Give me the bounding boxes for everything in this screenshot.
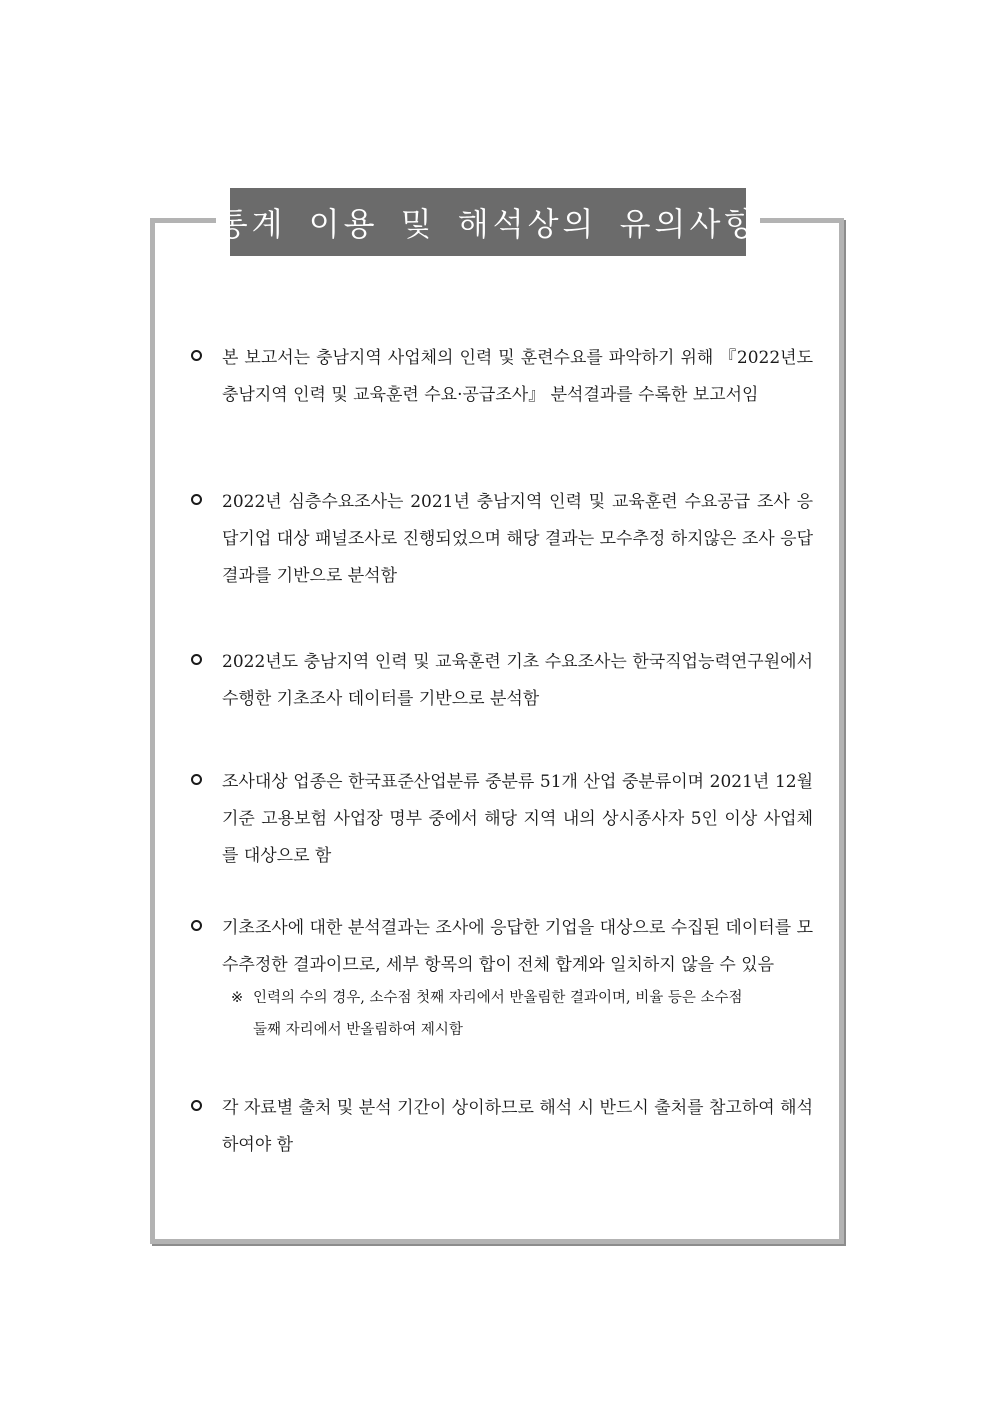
note-text: 기초조사에 대한 분석결과는 조사에 응답한 기업을 대상으로 수집된 데이터를 모수추정한 결과이므로, 세부 항목의 합이 전체 합계와 일치하지 않을 수 있음 [222, 918, 813, 975]
circle-bullet-icon [191, 654, 202, 665]
circle-bullet-icon [191, 350, 202, 361]
note-item-5 [191, 910, 813, 1046]
footnote-line-2: 둘째 자리에서 반올림하여 제시함 [253, 1022, 463, 1038]
circle-bullet-icon [191, 1100, 202, 1111]
circle-bullet-icon [191, 494, 202, 505]
title-banner [216, 188, 760, 256]
note-item-1 [191, 340, 813, 414]
page-title: 통계 이용 및 해석상의 유의사항 [216, 205, 760, 243]
circle-bullet-icon [191, 774, 202, 785]
note-text: 2022년도 충남지역 인력 및 교육훈련 기초 수요조사는 한국직업능력연구원에서 수행한 기초조사 데이터를 기반으로 분석함 [222, 652, 813, 709]
circle-bullet-icon [191, 920, 202, 931]
note-text: 각 자료별 출처 및 분석 기간이 상이하므로 해석 시 반드시 출처를 참고하여 해석하여야 함 [222, 1098, 813, 1155]
note-text: 2022년 심층수요조사는 2021년 충남지역 인력 및 교육훈련 수요공급 조사 응답기업 대상 패널조사로 진행되었으며 해당 결과는 모수추정 하지않은 조사 응답결과를 기반으로 분석함 [222, 492, 813, 586]
footnote-line-1: 인력의 수의 경우, 소수점 첫째 자리에서 반올림한 결과이며, 비율 등은 소수점 [253, 990, 743, 1006]
note-item-3 [191, 644, 813, 718]
note-text: 조사대상 업종은 한국표준산업분류 중분류 51개 산업 중분류이며 2021년 12월 기준 고용보험 사업장 명부 중에서 해당 지역 내의 상시종사자 5인 이상 사업체를 대상으로 함 [222, 772, 813, 866]
note-text: 본 보고서는 충남지역 사업체의 인력 및 훈련수요를 파악하기 위해 『2022년도 충남지역 인력 및 교육훈련 수요·공급조사』 분석결과를 수록한 보고서임 [222, 348, 813, 405]
reference-mark-icon: ※ [231, 990, 244, 1006]
note-item-4 [191, 764, 813, 875]
note-item-6 [191, 1090, 813, 1164]
note-item-2 [191, 484, 813, 595]
note-footnote [231, 982, 813, 1046]
